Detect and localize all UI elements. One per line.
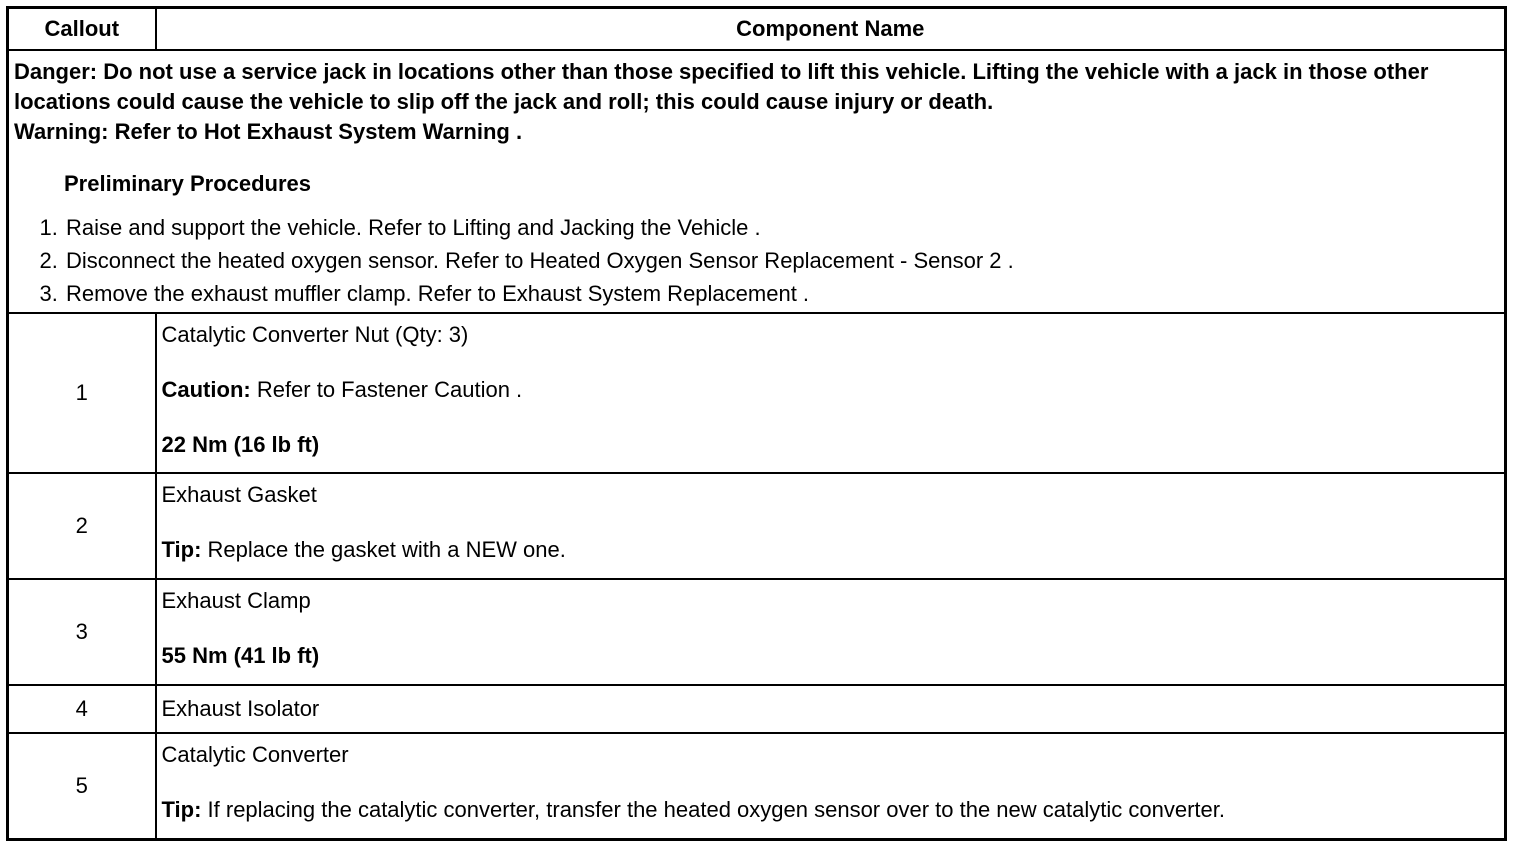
danger-text: Danger: Do not use a service jack in locations other than those specified to lift this vehicle. Lifting the vehicle with a jack in those other locations could cause the vehicle to slip off the jack and roll; this could cause injury or death.	[14, 59, 1429, 114]
step-item: 2. Disconnect the heated oxygen sensor. Refer to Heated Oxygen Sensor Replacement - Sensor 2 .	[64, 244, 1499, 277]
component-cell	[156, 685, 1506, 733]
note-label: Caution:	[161, 377, 251, 402]
tip-note	[162, 795, 1500, 825]
note-text: Replace the gasket with a NEW one.	[201, 537, 566, 562]
note-text: If replacing the catalytic converter, transfer the heated oxygen sensor over to the new catalytic converter.	[201, 797, 1225, 822]
component-name: Catalytic Converter	[161, 742, 349, 767]
callout-number: 3	[8, 579, 156, 685]
note-label: Tip:	[161, 797, 202, 822]
callout-number: 4	[8, 685, 156, 733]
note-text: Refer to Fastener Caution .	[250, 377, 523, 402]
component-cell	[156, 313, 1506, 473]
component-name: Exhaust Gasket	[161, 482, 317, 507]
intro-row	[8, 50, 1506, 313]
table-row	[8, 313, 1506, 473]
warning-text: Warning: Refer to Hot Exhaust System Warning .	[14, 119, 523, 144]
torque-spec: 55 Nm (41 lb ft)	[161, 643, 320, 668]
tip-note	[162, 535, 1500, 565]
component-name: Exhaust Isolator	[161, 696, 320, 721]
procedure-table	[6, 6, 1507, 841]
component-name-header: Component Name	[156, 8, 1506, 51]
table-row	[8, 685, 1506, 733]
component-cell	[156, 733, 1506, 840]
intro-cell	[8, 50, 1506, 313]
note-label: Tip:	[161, 537, 202, 562]
callout-header: Callout	[8, 8, 156, 51]
header-row	[8, 8, 1506, 51]
preliminary-title: Preliminary Procedures	[64, 171, 312, 196]
component-cell	[156, 473, 1506, 579]
component-cell	[156, 579, 1506, 685]
caution-note	[162, 375, 1500, 405]
component-name: Exhaust Clamp	[161, 588, 311, 613]
callout-number: 5	[8, 733, 156, 840]
callout-number: 2	[8, 473, 156, 579]
step-item: 1. Raise and support the vehicle. Refer to Lifting and Jacking the Vehicle .	[64, 211, 1499, 244]
table-row	[8, 473, 1506, 579]
preliminary-steps	[14, 211, 1499, 310]
step-item: 3. Remove the exhaust muffler clamp. Refer to Exhaust System Replacement .	[64, 277, 1499, 310]
callout-number: 1	[8, 313, 156, 473]
table-row	[8, 579, 1506, 685]
table-row	[8, 733, 1506, 840]
torque-spec: 22 Nm (16 lb ft)	[161, 432, 320, 457]
component-name: Catalytic Converter Nut (Qty: 3)	[161, 322, 469, 347]
